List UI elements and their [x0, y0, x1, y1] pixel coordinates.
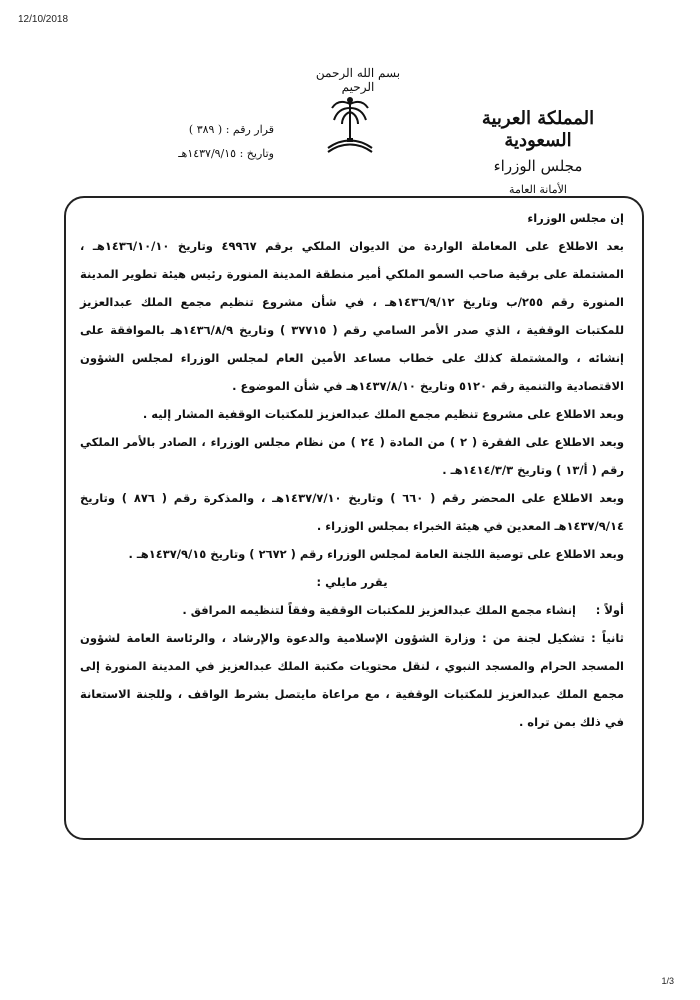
print-date: 12/10/2018: [18, 14, 69, 25]
clause-first-label: أولاً :: [595, 603, 624, 617]
basmala-calligraphy: بسم الله الرحمن الرحيم: [315, 66, 401, 94]
clause-second: [80, 624, 624, 736]
paragraph: وبعد الاطلاع على المحضر رقم ( ٦٦٠ ) وتاريخ ١٤٣٧/٧/١٠هـ ، والمذكرة رقم ( ٨٧٦ ) وتاريخ ١٤٣٧/٩/١٤هـ المعدين في هيئة الخبراء بمجلس الوزراء .: [80, 491, 624, 533]
paragraph: وبعد الاطلاع على توصية اللجنة العامة لمجلس الوزراء رقم ( ٢٦٧٢ ) وتاريخ ١٤٣٧/٩/١٥هـ .: [128, 547, 624, 561]
clause-second-text: تشكيل لجنة من : وزارة الشؤون الإسلامية والدعوة والإرشاد ، والرئاسة العامة لشؤون المسجد الحرام والمسجد النبوي ، لنقل محتويات مكتبة الملك عبدالعزيز في المدينة المنورة إلى مجمع الملك عبدالعزيز للمكتبات الوقفية ، مع مراعاة مايتصل بشرط الواقف ، وللجنة الاستعانة في ذلك بمن تراه .: [80, 631, 624, 729]
letterhead-kingdom: المملكة العربية السعودية: [481, 108, 595, 151]
clause-second-label: ثانياً :: [591, 631, 624, 645]
document-body: [80, 204, 624, 736]
letterhead: [448, 108, 628, 200]
letterhead-secretariat: الأمانة العامة: [509, 183, 567, 196]
paragraph: وبعد الاطلاع على الفقرة ( ٢ ) من المادة ( ٢٤ ) من نظام مجلس الوزراء ، الصادر بالأمر الملكي رقم ( أ/١٣ ) وتاريخ ١٤١٤/٣/٣هـ .: [80, 435, 624, 477]
decides-heading: يقرر مايلي :: [316, 575, 388, 589]
decision-date: وتاريخ : ١٤٣٧/٩/١٥هـ: [178, 147, 274, 160]
clause-first: [80, 596, 624, 624]
opening-line: إن مجلس الوزراء: [527, 211, 624, 225]
paragraph: وبعد الاطلاع على مشروع تنظيم مجمع الملك عبدالعزيز للمكتبات الوقفية المشار إليه .: [142, 407, 624, 421]
clause-first-text: إنشاء مجمع الملك عبدالعزيز للمكتبات الوقفية وفقاً لتنظيمه المرافق .: [182, 603, 576, 617]
saudi-emblem-icon: [318, 90, 382, 160]
decision-number: قرار رقم : ( ٣٨٩ ): [188, 123, 274, 136]
letterhead-council: مجلس الوزراء: [493, 157, 583, 175]
paragraph: بعد الاطلاع على المعاملة الواردة من الديوان الملكي برقم ٤٩٩٦٧ وتاريخ ١٤٣٦/١٠/١٠هـ ، المشتملة على برقية صاحب السمو الملكي أمير منطقة المدينة المنورة رئيس هيئة تطوير المدينة المنورة رقم ٢٥٥/ب وتاريخ ١٤٣٦/٩/١٢هـ ، في شأن مشروع تنظيم مجمع الملك عبدالعزيز للمكتبات الوقفية ، الذي صدر الأمر السامي رقم ( ٣٧٧١٥ ) وتاريخ ١٤٣٦/٨/٩هـ بالموافقة على إنشائه ، والمشتملة كذلك على خطاب مساعد الأمين العام لمجلس الوزراء لمجلس الشؤون الاقتصادية والتنمية رقم ٥١٢٠ وتاريخ ١٤٣٧/٨/١٠هـ في شأن الموضوع .: [80, 239, 625, 393]
page-number: 1/3: [661, 976, 674, 986]
decision-info: [156, 118, 274, 166]
